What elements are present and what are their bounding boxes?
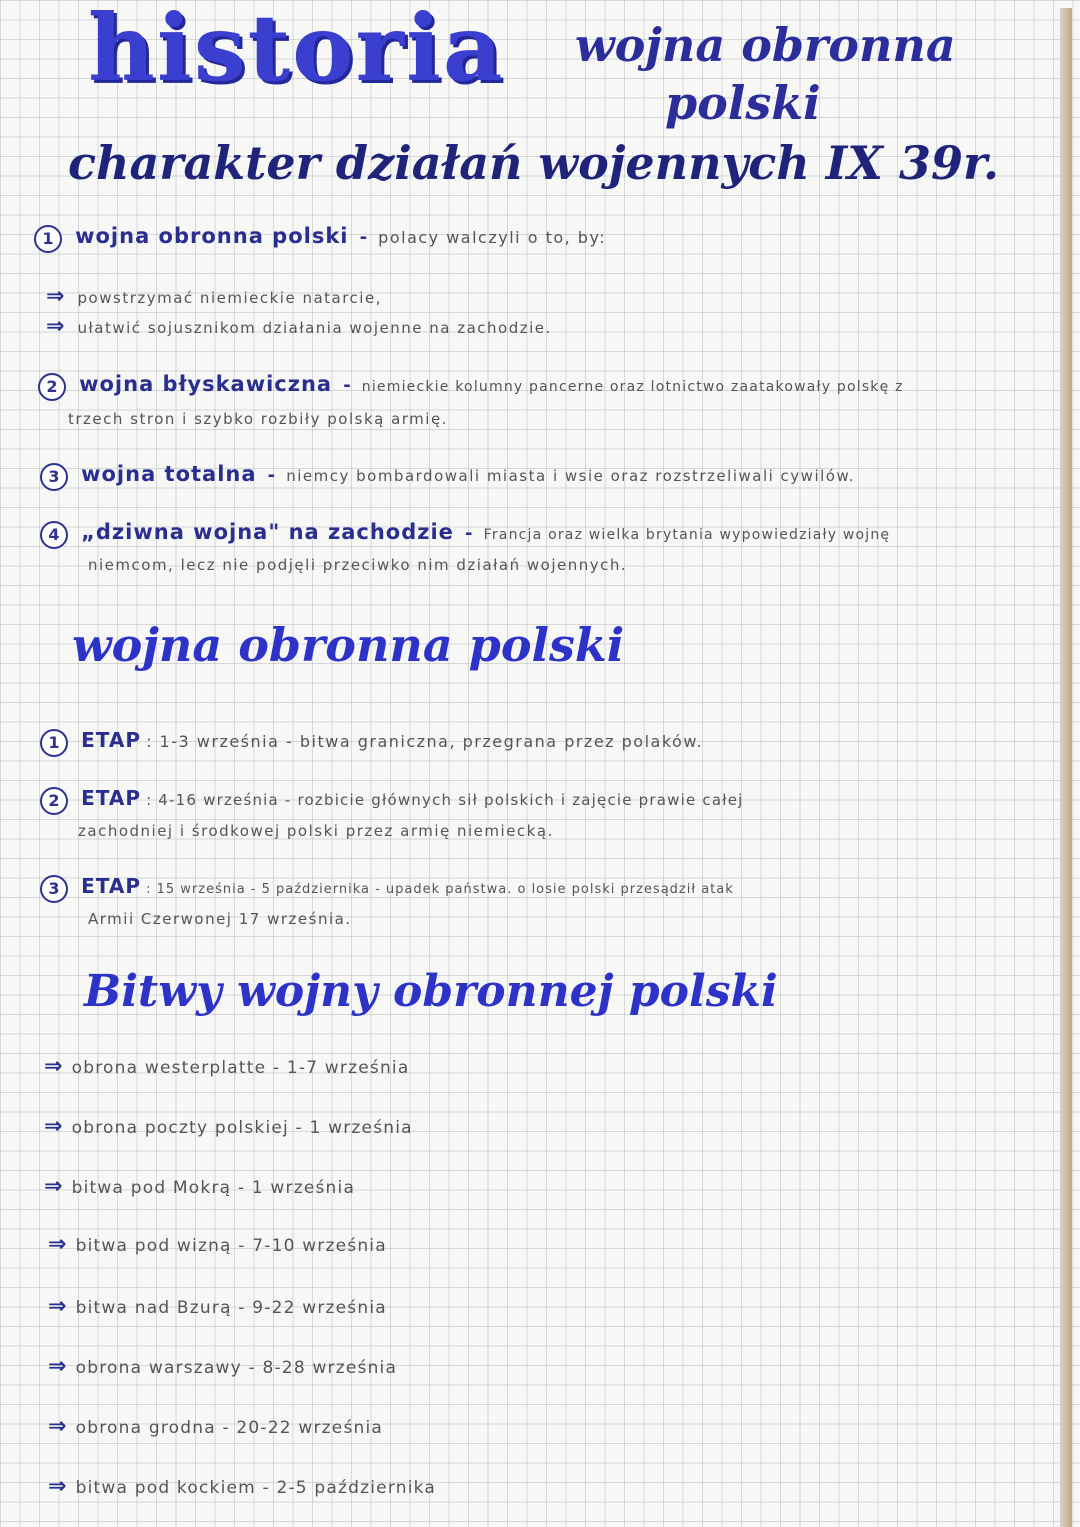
- arrow-icon: ⇒: [44, 1174, 64, 1199]
- stage-item: [40, 786, 744, 815]
- stage-label: ETAP: [81, 728, 141, 752]
- stage-text: : 4-16 września - rozbicie głównych sił polskich i zajęcie prawie całej: [146, 791, 744, 809]
- term-label: wojna totalna: [81, 462, 257, 486]
- section3-heading: Bitwy wojny obronnej polski: [84, 966, 778, 1017]
- notebook-edge: [1060, 8, 1072, 1527]
- stage-label: ETAP: [81, 786, 141, 810]
- list-item: [34, 224, 606, 253]
- arrow-icon: ⇒: [48, 1354, 68, 1379]
- arrow-icon: ⇒: [46, 314, 65, 339]
- term-description-continued: trzech stron i szybko rozbiły polską armię.: [68, 410, 448, 428]
- battle-list-item: [48, 1354, 397, 1379]
- section1-heading: charakter działań wojennych IX 39r.: [68, 136, 1000, 190]
- stage-text-continued: zachodniej i środkowej polski przez armię niemiecką.: [78, 822, 554, 840]
- arrow-icon: ⇒: [44, 1054, 64, 1079]
- page-subtitle-line1: wojna obronna: [575, 18, 956, 72]
- number-marker: 3: [40, 463, 68, 491]
- battle-text: obrona grodna - 20-22 września: [75, 1418, 384, 1438]
- battle-list-item: [48, 1294, 387, 1319]
- term-description-continued: niemcom, lecz nie podjęli przeciwko nim działań wojennych.: [88, 556, 628, 574]
- stage-text-continued: Armii Czerwonej 17 września.: [88, 910, 352, 928]
- battle-text: bitwa pod Mokrą - 1 września: [71, 1178, 356, 1198]
- battle-text: obrona westerplatte - 1-7 września: [71, 1058, 410, 1078]
- stage-item: [40, 728, 703, 757]
- stage-text: : 1-3 września - bitwa graniczna, przegrana przez polaków.: [146, 732, 704, 751]
- dash-separator: -: [359, 227, 368, 248]
- section2-heading: wojna obronna polski: [72, 618, 625, 672]
- list-item: [40, 520, 890, 549]
- term-label: wojna obronna polski: [75, 224, 349, 248]
- battle-text: bitwa nad Bzurą - 9-22 września: [75, 1298, 387, 1318]
- dash-separator: -: [267, 465, 276, 486]
- arrow-icon: ⇒: [46, 284, 65, 309]
- term-label: wojna błyskawiczna: [79, 372, 333, 396]
- number-marker: 4: [40, 521, 68, 549]
- arrow-icon: ⇒: [48, 1414, 68, 1439]
- term-description: Francja oraz wielka brytania wypowiedziały wojnę: [483, 527, 891, 543]
- page-subtitle-line2: polski: [665, 76, 821, 130]
- battle-list-item: [44, 1174, 355, 1199]
- arrow-icon: ⇒: [44, 1114, 64, 1139]
- stage-text: : 15 września - 5 października - upadek państwa. o losie polski przesądził atak: [146, 882, 734, 897]
- arrow-icon: ⇒: [48, 1474, 68, 1499]
- list-item: [38, 372, 904, 401]
- battle-list-item: [48, 1414, 383, 1439]
- sub-list-item: [46, 314, 552, 339]
- battle-list-item: [48, 1474, 436, 1499]
- stage-label: ETAP: [81, 874, 141, 898]
- term-description: niemieckie kolumny pancerne oraz lotnictwo zaatakowały polskę z: [361, 379, 904, 395]
- dash-separator: -: [465, 523, 473, 544]
- sub-item-text: ułatwić sojusznikom działania wojenne na zachodzie.: [77, 319, 552, 337]
- number-marker: 1: [40, 729, 68, 757]
- term-description: niemcy bombardowali miasta i wsie oraz rozstrzeliwali cywilów.: [286, 467, 856, 485]
- stage-item: [40, 874, 734, 903]
- battle-text: bitwa pod wizną - 7-10 września: [75, 1236, 387, 1256]
- dash-separator: -: [343, 375, 351, 396]
- number-marker: 3: [40, 875, 68, 903]
- list-item: [40, 462, 855, 491]
- page-title: historia: [88, 0, 505, 102]
- number-marker: 2: [38, 373, 66, 401]
- battle-text: obrona poczty polskiej - 1 września: [71, 1118, 413, 1138]
- battle-list-item: [44, 1114, 413, 1139]
- sub-list-item: [46, 284, 382, 309]
- arrow-icon: ⇒: [48, 1232, 68, 1257]
- battle-list-item: [48, 1232, 387, 1257]
- battle-text: obrona warszawy - 8-28 września: [75, 1358, 398, 1378]
- battle-text: bitwa pod kockiem - 2-5 października: [75, 1478, 436, 1498]
- arrow-icon: ⇒: [48, 1294, 68, 1319]
- number-marker: 1: [34, 225, 62, 253]
- term-description: polacy walczyli o to, by:: [378, 228, 607, 247]
- sub-item-text: powstrzymać niemieckie natarcie,: [77, 289, 382, 307]
- battle-list-item: [44, 1054, 409, 1079]
- term-label: „dziwna wojna" na zachodzie: [81, 520, 454, 544]
- number-marker: 2: [40, 787, 68, 815]
